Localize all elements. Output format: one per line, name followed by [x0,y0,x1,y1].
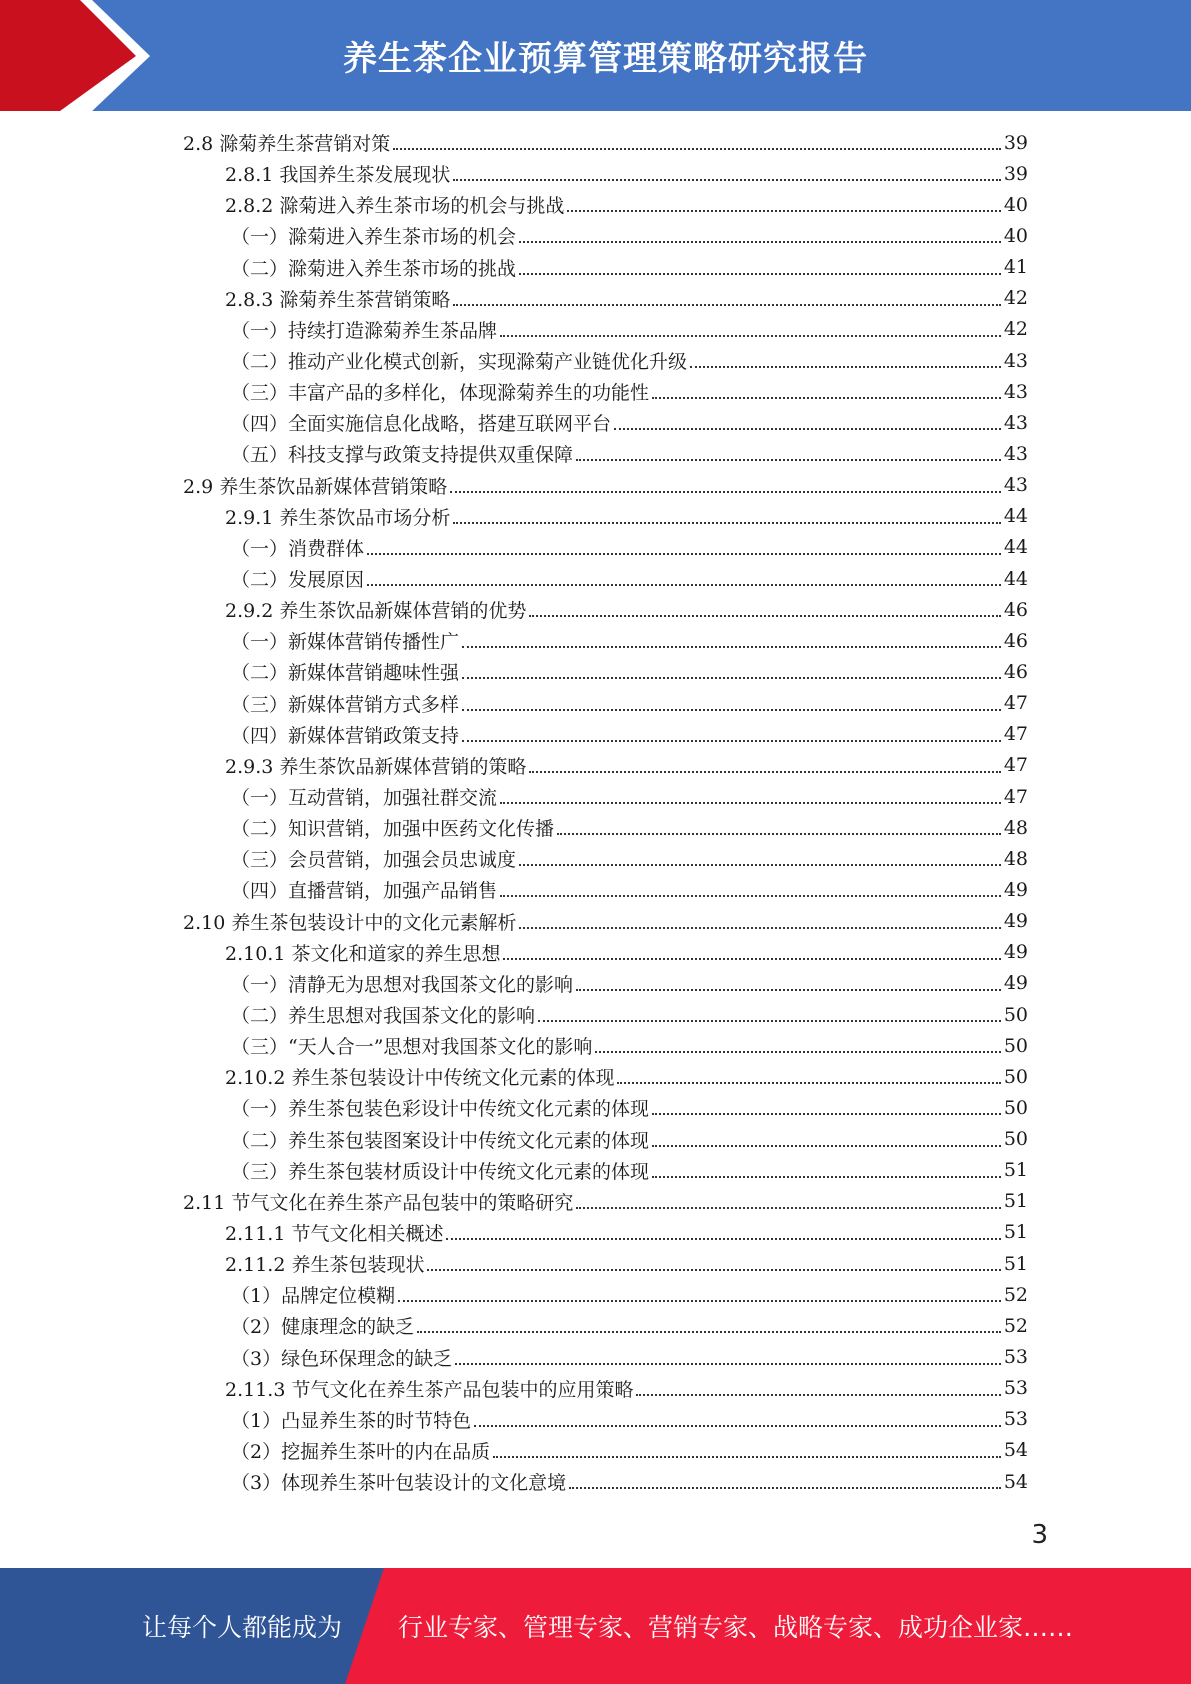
toc-dot-leader [569,1486,1001,1489]
toc-dot-leader [529,614,1000,617]
toc-entry-level-2[interactable] [183,1248,1028,1279]
toc-dot-leader [576,458,1001,461]
toc-entry-title: 2.10.2 养生茶包装设计中传统文化元素的体现 [225,1067,615,1090]
toc-entry-level-2[interactable] [183,594,1028,625]
toc-entry-level-3[interactable] [183,843,1028,874]
toc-entry-level-1[interactable] [183,1186,1028,1217]
toc-entry-title: （三）新媒体营销方式多样 [231,693,460,716]
toc-entry-page-number: 39 [1003,162,1028,185]
toc-entry-title: （一）清静无为思想对我国茶文化的影响 [231,973,574,996]
toc-entry-page-number: 53 [1003,1377,1028,1400]
toc-entry-page-number: 47 [1003,723,1028,746]
toc-entry-page-number: 43 [1003,411,1028,434]
toc-dot-leader [557,832,1001,835]
toc-entry-level-2[interactable] [183,750,1028,781]
toc-entry-level-3[interactable] [183,407,1028,438]
toc-entry-title: （五）科技支撑与政策支持提供双重保障 [231,444,574,467]
toc-entry-level-3[interactable] [183,719,1028,750]
toc-entry-page-number: 49 [1003,941,1028,964]
toc-dot-leader [652,1175,1001,1178]
toc-dot-leader [576,988,1001,991]
toc-entry-title: 2.8.2 滁菊进入养生茶市场的机会与挑战 [225,195,565,218]
toc-dot-leader [519,272,1001,275]
toc-entry-level-2[interactable] [183,501,1028,532]
toc-entry-title: （四）新媒体营销政策支持 [231,724,460,747]
toc-dot-leader [450,490,1001,493]
toc-dot-leader [595,1050,1000,1053]
toc-entry-title: 2.8.3 滁菊养生茶营销策略 [225,288,451,311]
toc-entry-page-number: 49 [1003,878,1028,901]
toc-entry-page-number: 40 [1003,224,1028,247]
toc-entry-title: （一）持续打造滁菊养生茶品牌 [231,319,498,342]
footer-slogan-right: 行业专家、管理专家、营销专家、战略专家、成功企业家…… [398,1613,1074,1642]
toc-dot-leader [652,396,1001,399]
toc-entry-level-3[interactable] [183,688,1028,719]
toc-dot-leader [417,1330,1001,1333]
toc-entry-title: （一）互动营销，加强社群交流 [231,787,498,810]
header-red-arrow-decoration [0,0,150,111]
toc-entry-level-3[interactable] [183,532,1028,563]
toc-entry-page-number: 44 [1003,536,1028,559]
toc-entry-title: （2）健康理念的缺乏 [231,1316,415,1339]
toc-entry-page-number: 47 [1003,692,1028,715]
toc-entry-page-number: 52 [1003,1283,1028,1306]
toc-entry-level-3[interactable] [183,625,1028,656]
toc-entry-page-number: 50 [1003,1034,1028,1057]
toc-entry-title: 2.9.2 养生茶饮品新媒体营销的优势 [225,600,527,623]
toc-dot-leader [690,365,1001,368]
toc-entry-page-number: 40 [1003,193,1028,216]
toc-entry-title: （二）发展原因 [231,569,365,592]
footer-slogan-left: 让每个人都能成为 [142,1613,343,1642]
toc-dot-leader [453,178,1000,181]
toc-entry-title: （三）“天人合一”思想对我国茶文化的影响 [231,1036,593,1059]
toc-entry-page-number: 48 [1003,847,1028,870]
toc-entry-title: （二）知识营销，加强中医药文化传播 [231,818,555,841]
toc-entry-level-3[interactable] [183,438,1028,469]
toc-dot-leader [446,1237,1000,1240]
toc-entry-title: 2.9.3 养生茶饮品新媒体营销的策略 [225,755,527,778]
toc-dot-leader [617,1081,1000,1084]
toc-dot-leader [462,645,1001,648]
toc-entry-page-number: 47 [1003,785,1028,808]
toc-entry-level-3[interactable] [183,874,1028,905]
toc-entry-level-2[interactable] [183,1217,1028,1248]
toc-entry-page-number: 43 [1003,349,1028,372]
toc-entry-page-number: 52 [1003,1314,1028,1337]
toc-entry-level-3[interactable] [183,1404,1028,1435]
toc-entry-page-number: 42 [1003,318,1028,341]
toc-entry-level-3[interactable] [183,314,1028,345]
toc-entry-page-number: 50 [1003,1128,1028,1151]
toc-dot-leader [493,1455,1001,1458]
toc-entry-title: 2.11 节气文化在养生茶产品包装中的策略研究 [183,1191,574,1214]
toc-entry-page-number: 39 [1003,131,1028,154]
toc-entry-level-3[interactable] [183,1030,1028,1061]
toc-dot-leader [455,1362,1001,1365]
toc-entry-title: （二）养生思想对我国茶文化的影响 [231,1005,536,1027]
toc-entry-page-number: 50 [1003,1096,1028,1119]
toc-entry-title: （一）消费群体 [231,537,365,560]
toc-entry-level-2[interactable] [183,937,1028,968]
toc-entry-page-number: 49 [1003,972,1028,995]
toc-entry-title: 2.10 养生茶包装设计中的文化元素解析 [183,911,517,934]
toc-dot-leader [427,1268,1000,1271]
toc-dot-leader [519,863,1001,866]
toc-dot-leader [398,1299,1001,1302]
toc-dot-leader [500,801,1001,804]
toc-entry-title: （3）体现养生茶叶包装设计的文化意境 [231,1472,567,1495]
toc-dot-leader [367,583,1001,586]
toc-entry-page-number: 48 [1003,816,1028,839]
toc-entry-page-number: 51 [1003,1221,1028,1244]
toc-entry-title: （1）凸显养生茶的时节特色 [231,1409,472,1432]
toc-entry-title: （1）品牌定位模糊 [231,1285,396,1308]
toc-entry-title: （三）养生茶包装材质设计中传统文化元素的体现 [231,1160,650,1183]
toc-entry-title: （二）养生茶包装图案设计中传统文化元素的体现 [231,1129,650,1152]
toc-dot-leader [529,770,1000,773]
table-of-contents [183,127,1028,1497]
toc-dot-leader [567,209,1000,212]
toc-entry-page-number: 46 [1003,629,1028,652]
toc-entry-level-2[interactable] [183,283,1028,314]
toc-entry-level-2[interactable] [183,1373,1028,1404]
toc-entry-title: （2）挖掘养生茶叶的内在品质 [231,1440,491,1463]
toc-dot-leader [462,676,1001,679]
toc-entry-level-3[interactable] [183,999,1028,1030]
toc-dot-leader [503,957,1000,960]
toc-entry-title: （一）滁菊进入养生茶市场的机会 [231,226,517,249]
toc-entry-title: 2.9.1 养生茶饮品市场分析 [225,506,451,529]
toc-entry-level-3[interactable] [183,1279,1028,1310]
toc-dot-leader [500,334,1001,337]
toc-entry-title: （3）绿色环保理念的缺乏 [231,1347,453,1370]
toc-dot-leader [453,303,1000,306]
toc-entry-level-1[interactable] [183,470,1028,501]
toc-entry-page-number: 44 [1003,505,1028,528]
toc-entry-title: 2.11.3 节气文化在养生茶产品包装中的应用策略 [225,1378,634,1401]
toc-entry-page-number: 53 [1003,1346,1028,1369]
toc-entry-level-3[interactable] [183,1466,1028,1497]
toc-entry-title: （一）新媒体营销传播性广 [231,631,460,654]
toc-dot-leader [519,926,1000,929]
toc-entry-page-number: 50 [1003,1065,1028,1088]
toc-entry-page-number: 43 [1003,474,1028,497]
toc-entry-title: （二）推动产业化模式创新，实现滁菊产业链优化升级 [231,351,688,374]
toc-dot-leader [538,1019,1001,1022]
toc-entry-title: （三）丰富产品的多样化，体现滁菊养生的功能性 [231,382,650,405]
toc-entry-title: 2.8 滁菊养生茶营销对策 [183,133,391,156]
toc-entry-page-number: 54 [1003,1470,1028,1493]
toc-entry-level-1[interactable] [183,906,1028,937]
toc-dot-leader [393,147,1001,150]
toc-entry-level-3[interactable] [183,376,1028,407]
toc-entry-title: （三）会员营销，加强会员忠诚度 [231,849,517,872]
toc-entry-level-3[interactable] [183,220,1028,251]
toc-dot-leader [652,1144,1001,1147]
toc-entry-level-3[interactable] [183,345,1028,376]
toc-entry-title: （四）直播营销，加强产品销售 [231,880,498,903]
toc-dot-leader [500,894,1001,897]
toc-entry-level-3[interactable] [183,656,1028,687]
toc-dot-leader [474,1424,1001,1427]
document-title: 养生茶企业预算管理策略研究报告 [343,39,868,79]
toc-entry-page-number: 46 [1003,598,1028,621]
toc-dot-leader [453,521,1000,524]
toc-entry-title: 2.11.2 养生茶包装现状 [225,1254,425,1277]
toc-dot-leader [462,739,1001,742]
toc-entry-level-3[interactable] [183,1310,1028,1341]
toc-dot-leader [576,1206,1000,1209]
toc-entry-level-3[interactable] [183,1092,1028,1123]
toc-entry-title: （二）滁菊进入养生茶市场的挑战 [231,257,517,280]
toc-entry-page-number: 46 [1003,660,1028,683]
toc-entry-page-number: 51 [1003,1252,1028,1275]
toc-entry-level-3[interactable] [183,781,1028,812]
toc-entry-page-number: 43 [1003,380,1028,403]
toc-entry-page-number: 51 [1003,1190,1028,1213]
toc-dot-leader [614,427,1001,430]
toc-entry-page-number: 53 [1003,1408,1028,1431]
toc-entry-page-number: 41 [1003,256,1028,279]
toc-entry-page-number: 54 [1003,1439,1028,1462]
toc-entry-title: 2.8.1 我国养生茶发展现状 [225,164,451,187]
toc-entry-level-3[interactable] [183,968,1028,999]
page-footer [0,1568,1191,1684]
toc-dot-leader [652,1112,1001,1115]
toc-dot-leader [367,552,1001,555]
toc-entry-page-number: 49 [1003,910,1028,933]
toc-entry-title: （四）全面实施信息化战略，搭建互联网平台 [231,413,612,436]
toc-entry-page-number: 50 [1003,1003,1028,1026]
toc-entry-title: （二）新媒体营销趣味性强 [231,662,460,685]
toc-entry-level-3[interactable] [183,1155,1028,1186]
toc-entry-page-number: 42 [1003,287,1028,310]
toc-entry-title: 2.11.1 节气文化相关概述 [225,1222,444,1245]
toc-dot-leader [636,1393,1000,1396]
toc-entry-level-3[interactable] [183,563,1028,594]
toc-entry-page-number: 51 [1003,1159,1028,1182]
page-header [0,0,1191,111]
toc-entry-page-number: 44 [1003,567,1028,590]
toc-entry-level-2[interactable] [183,1061,1028,1092]
toc-entry-level-3[interactable] [183,1435,1028,1466]
toc-entry-title: 2.10.1 茶文化和道家的养生思想 [225,942,501,965]
toc-entry-level-1[interactable] [183,127,1028,158]
toc-dot-leader [462,708,1001,711]
toc-entry-level-3[interactable] [183,812,1028,843]
toc-entry-level-2[interactable] [183,158,1028,189]
toc-entry-level-3[interactable] [183,252,1028,283]
toc-entry-level-3[interactable] [183,1341,1028,1372]
toc-dot-leader [519,240,1001,243]
page-number: 3 [1031,1520,1048,1550]
toc-entry-title: （一）养生茶包装色彩设计中传统文化元素的体现 [231,1098,650,1121]
toc-entry-page-number: 47 [1003,754,1028,777]
toc-entry-title: 2.9 养生茶饮品新媒体营销策略 [183,475,448,498]
toc-entry-level-2[interactable] [183,189,1028,220]
toc-entry-page-number: 43 [1003,442,1028,465]
toc-entry-level-3[interactable] [183,1124,1028,1155]
